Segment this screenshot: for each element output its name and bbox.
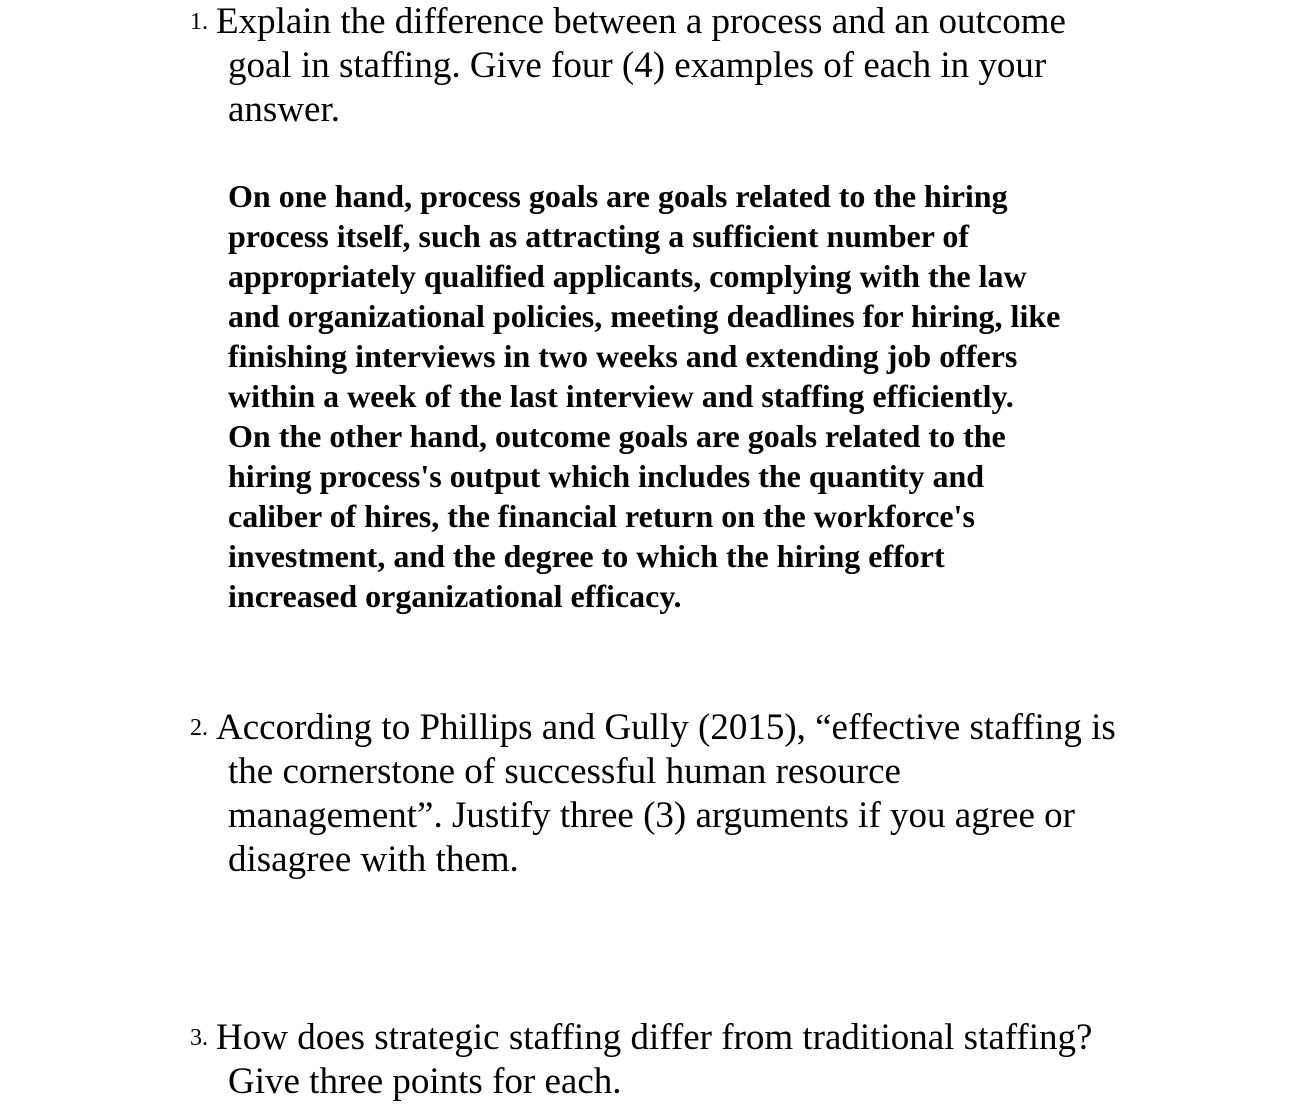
question-text-line: answer. [228, 89, 340, 130]
answer-line: process itself, such as attracting a sufficient number of [228, 218, 969, 254]
answer-line: within a week of the last interview and staffing efficiently. [228, 378, 1014, 414]
question-text-line: How does strategic staffing differ from traditional staffing? [216, 1017, 1093, 1058]
answer-line: On the other hand, outcome goals are goals related to the [228, 418, 1006, 454]
question-text-line: the cornerstone of successful human resource [228, 751, 901, 792]
answer-line: investment, and the degree to which the hiring effort [228, 538, 945, 574]
answer-line: increased organizational efficacy. [228, 578, 682, 614]
answer-line: caliber of hires, the financial return on the workforce's [228, 498, 975, 534]
answer-line: appropriately qualified applicants, complying with the law [228, 258, 1027, 294]
question-text-line: management”. Justify three (3) arguments if you agree or [228, 795, 1075, 836]
question-number: 2. [190, 715, 208, 741]
question-text-line: goal in staffing. Give four (4) examples of each in your [228, 45, 1047, 86]
answer-line: finishing interviews in two weeks and extending job offers [228, 338, 1018, 374]
question-text-line: Give three points for each. [228, 1061, 622, 1102]
question-text-line: disagree with them. [228, 839, 519, 880]
question-text-line: According to Phillips and Gully (2015), “effective staffing is [216, 707, 1116, 748]
question-number: 3. [190, 1025, 208, 1051]
answer-line: and organizational policies, meeting deadlines for hiring, like [228, 298, 1061, 334]
question-text-line: Explain the difference between a process and an outcome [216, 1, 1066, 42]
answer-line: hiring process's output which includes the quantity and [228, 458, 985, 494]
question-number: 1. [190, 9, 208, 35]
answer-line: On one hand, process goals are goals related to the hiring [228, 178, 1008, 214]
